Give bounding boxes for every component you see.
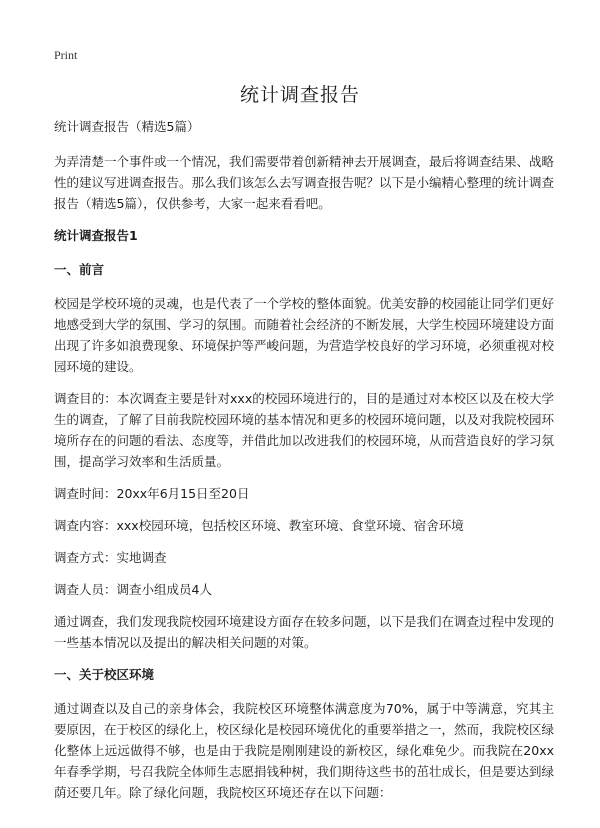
campus-paragraph: 通过调查以及自己的亲身体会，我院校区环境整体满意度为70%，属于中等满意，究其主要原因，在于校区的绿化上，校区绿化是校园环境优化的重要举措之一，然而，我院校区绿化整体上远远做得不够，也是由于我院是刚刚建设的新校区，绿化难免少。而我院在20xx年春季学期，号召我院全体师生志愿捐钱种树，我们期待这些书的茁壮成长，但是要达到绿荫还要几年。除了绿化问题，我院校区环境还存在以下问题： <box>54 701 555 800</box>
section-heading-preface: 一、前言 <box>54 262 105 277</box>
section-heading-campus: 一、关于校区环境 <box>54 667 155 682</box>
page-title: 统计调查报告 <box>239 84 360 106</box>
print-link[interactable]: Print <box>54 48 78 62</box>
preface-paragraph: 校园是学校环境的灵魂，也是代表了一个学校的整体面貌。优美安静的校园能让同学们更好地感受到大学的氛围、学习的氛围。而随着社会经济的不断发展，大学生校园环境建设方面出现了许多如浪费现象、环境保护等严峻问题，为营造学校良好的学习环境，必须重视对校园环境的建设。 <box>54 296 555 374</box>
survey-time: 调查时间：20xx年6月15日至20日 <box>54 486 250 501</box>
survey-method: 调查方式：实地调查 <box>54 550 167 565</box>
intro-paragraph: 为弄清楚一个事件或一个情况，我们需要带着创新精神去开展调查，最后将调查结果、战略性的建议写进调查报告。那么我们该怎么去写调查报告呢？以下是小编精心整理的统计调查报告（精选5篇），仅供参考，大家一起来看看吧。 <box>54 154 555 211</box>
document-subtitle: 统计调查报告（精选5篇） <box>54 119 200 134</box>
findings-paragraph: 通过调查，我们发现我院校园环境建设方面存在较多问题，以下是我们在调查过程中发现的一些基本情况以及提出的解决相关问题的对策。 <box>54 614 555 650</box>
survey-content: 调查内容：xxx校园环境，包括校区环境、教室环境、食堂环境、宿舍环境 <box>54 518 464 533</box>
purpose-paragraph: 调查目的：本次调查主要是针对xxx的校园环境进行的，目的是通过对本校区以及在校大学生的调查，了解了目前我院校园环境的基本情况和更多的校园环境问题，以及对我院校园环境所存在的问题的看法、态度等，并借此加以改进我们的校园环境，从而营造良好的学习氛围，提高学习效率和生活质量。 <box>54 391 555 469</box>
document-body <box>54 116 554 814</box>
report-heading: 统计调查报告1 <box>54 228 138 243</box>
survey-people: 调查人员：调查小组成员4人 <box>54 582 212 597</box>
